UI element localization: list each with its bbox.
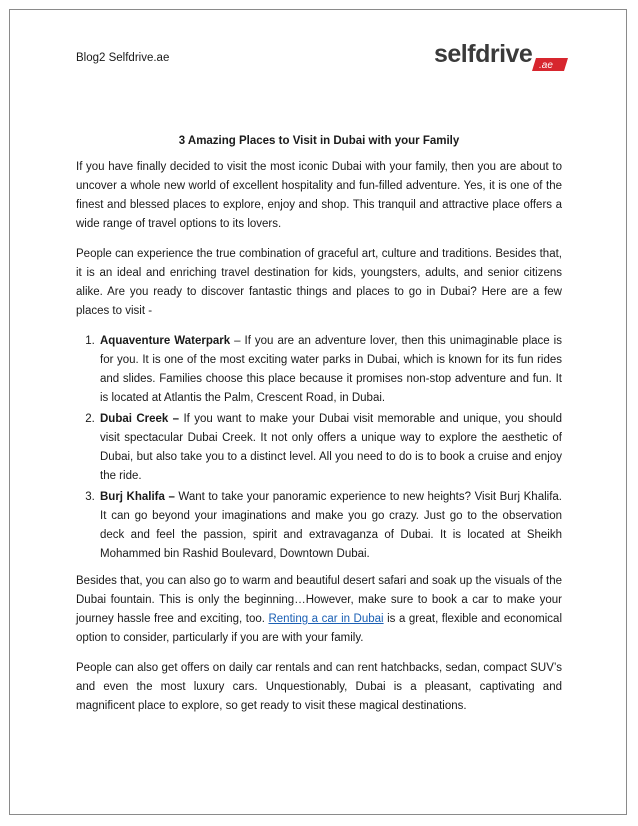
place-name: Dubai Creek – <box>100 413 180 425</box>
list-item <box>98 332 562 408</box>
selfdrive-logo[interactable] <box>434 38 570 74</box>
list-item <box>98 488 562 564</box>
place-description: – If you are an adventure lover, then this unimaginable place is for you. It is one of the most exciting water parks in Dubai, which is known for its fun rides and slides. Families choose this place because it promises non-stop adventure and fun. It is located at Atlantis the Palm, Crescent Road, in Dubai. <box>100 335 562 404</box>
list-item <box>98 410 562 486</box>
place-description: If you want to make your Dubai visit memorable and unique, you should visit spectacular Dubai Creek. It not only offers a unique way to explore the aesthetic of Dubai, but also take you to a distinct level. All you need to do is to book a cruise and enjoy the ride. <box>100 413 563 482</box>
place-name: Burj Khalifa – <box>100 491 175 503</box>
experience-paragraph: People can experience the true combination of graceful art, culture and traditions. Besides that, it is an ideal and enriching travel destination for kids, youngsters, adults, and senior citizens alike. Are you ready to discover fantastic things and places to go in Dubai? Here are a few places to visit - <box>76 248 562 317</box>
renting-car-link[interactable]: Renting a car in Dubai <box>268 613 384 625</box>
intro-paragraph: If you have finally decided to visit the most iconic Dubai with your family, then you are about to uncover a whole new world of excellent hospitality and fun-filled adventure. Yes, it is one of the finest and blessed places to explore, enjoy and shop. This tranquil and attractive place offers a wide range of travel options to its lovers. <box>76 161 562 230</box>
safari-text: Besides that, you can also go to warm and beautiful desert safari and soak up the visuals of the Dubai fountain. This is only the beginning…However, make sure to book a car to make your journey hassle free and exciting, too. <box>76 575 562 625</box>
logo-suffix: .ae <box>539 60 553 71</box>
closing-paragraph: People can also get offers on daily car rentals and can rent hatchbacks, sedan, compact SUV’s and even the most luxury cars. Unquestionably, Dubai is a pleasant, captivating and magnificent place to explore, so get ready to visit these magical destinations. <box>76 662 562 712</box>
safari-paragraph <box>76 572 562 648</box>
article-body <box>76 158 562 727</box>
place-name: Aquaventure Waterpark <box>100 335 231 347</box>
logo-wordmark: selfdrive <box>434 40 533 68</box>
place-description: Want to take your panoramic experience to new heights? Visit Burj Khalifa. It can go beyond your imaginations and make you go crazy. Just go to the observation deck and feel the passion, spirit and extravaganza of Dubai. It is located at Sheikh Mohammed bin Rashid Boulevard, Downtown Dubai. <box>100 491 562 560</box>
safari-text-end: is a great, flexible and economical option to consider, particularly if you are with your family. <box>76 613 562 644</box>
places-list <box>76 332 562 564</box>
document-header-label: Blog2 Selfdrive.ae <box>76 52 170 64</box>
article-title: 3 Amazing Places to Visit in Dubai with your Family <box>178 135 460 147</box>
